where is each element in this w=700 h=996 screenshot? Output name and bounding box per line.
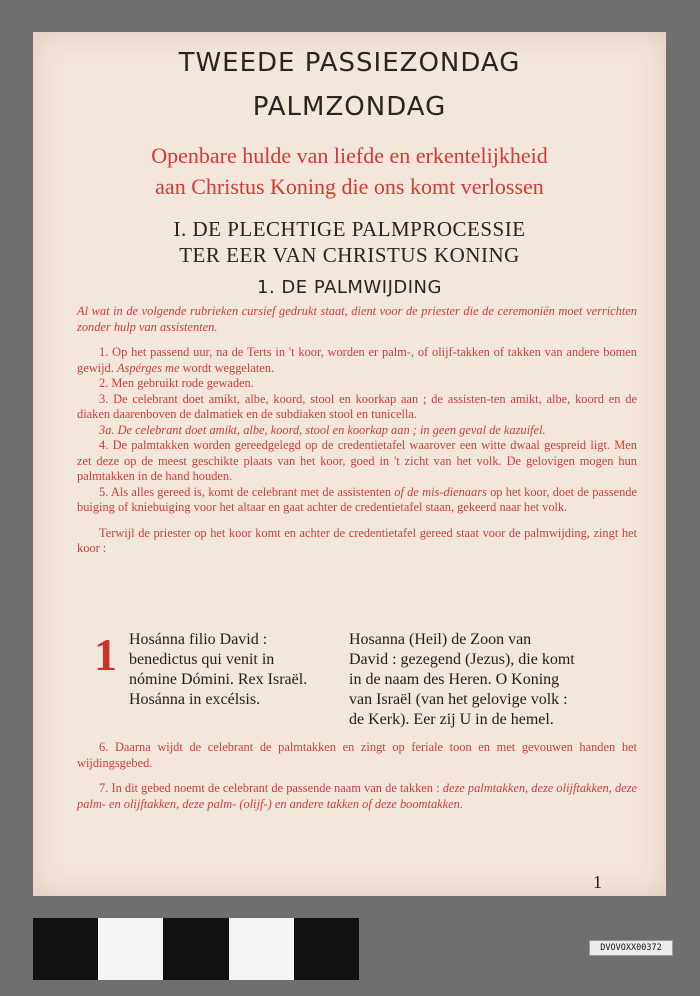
archive-label: DVOVOXX00372	[589, 940, 673, 956]
dutch-line: Hosanna (Heil) de Zoon van	[349, 631, 532, 648]
latin-line: Hosánna in excélsis.	[129, 691, 261, 708]
rubric-5: 5. Als alles gereed is, komt de celebrant met de assistenten of de mis-dienaars op het koor, doet de passende buiging of kniebuiging voor het altaar en gaat achter de credentietafel staan, gekeerd naar het volk.	[77, 484, 637, 514]
rubrics-block-lower	[77, 740, 637, 812]
calibration-white-swatch	[98, 918, 163, 980]
latin-line: benedictus qui venit in	[129, 651, 275, 668]
calibration-black-swatch	[294, 918, 359, 980]
document-page	[33, 32, 666, 896]
subsection-heading: 1. DE PALMWIJDING	[257, 277, 442, 298]
title-line-1: TWEEDE PASSIEZONDAG	[178, 48, 521, 78]
rubric-4: 4. De palmtakken worden gereedgelegd op de credentietafel waarover een witte dwaal gespreid ligt. Men zet deze op de meest geschikte plaats van het koor, goed in 't zicht van het volk. De gelovigen mogen hun palmtakken in de hand houden.	[77, 438, 637, 483]
rubrics-block	[77, 304, 637, 557]
page-number: 1	[593, 872, 602, 892]
choir-note: Terwijl de priester op het koor komt en achter de credentietafel gereed staat voor de palmwijding, zingt het koor :	[77, 525, 637, 555]
subtitle	[33, 140, 666, 202]
title-line-2: PALMZONDAG	[252, 92, 447, 122]
dutch-translation	[349, 630, 649, 730]
section-line-1: I. DE PLECHTIGE PALMPROCESSIE	[173, 217, 526, 241]
dutch-line: David : gezegend (Jezus), die komt	[349, 651, 575, 668]
subtitle-line-2: aan Christus Koning die ons komt verlossen	[155, 174, 544, 199]
calibration-black-swatch	[163, 918, 228, 980]
latin-line: Hosánna filio David :	[129, 631, 268, 648]
rubric-2: 2. Men gebruikt rode gewaden.	[99, 376, 254, 390]
dutch-line: de Kerk). Eer zij U in de hemel.	[349, 711, 554, 728]
section-heading	[33, 216, 666, 268]
color-calibration-bar	[33, 918, 359, 980]
rubric-1: 1. Op het passend uur, na de Terts in 't koor, worden er palm-, of olijf-takken of takken van andere bomen gewijd. Aspérges me wordt weggelaten.	[77, 345, 637, 375]
rubric-6: 6. Daarna wijdt de celebrant de palmtakken en zingt op feriale toon en met gevouwen handen het wijdingsgebed.	[77, 740, 637, 770]
subtitle-line-1: Openbare hulde van liefde en erkentelijkheid	[151, 143, 548, 168]
rubric-3a: 3a. De celebrant doet amikt, albe, koord, stool en koorkap aan ; in geen geval de kazuifel.	[99, 422, 546, 437]
dutch-line: in de naam des Heren. O Koning	[349, 671, 560, 688]
intro-note: Al wat in de volgende rubrieken cursief gedrukt staat, dient voor de priester die de ceremoniën moet verrichten zonder hulp van assistenten.	[77, 304, 637, 334]
latin-line: nómine Dómini. Rex Israël.	[129, 671, 308, 688]
chant-number: 1	[94, 629, 117, 680]
rubric-3: 3. De celebrant doet amikt, albe, koord, stool en koorkap aan ; de assisten-ten amikt, albe, koord en de diaken daarenboven de dalmatiek en de subdiaken stool en tunicella.	[77, 391, 637, 421]
rubric-7: 7. In dit gebed noemt de celebrant de passende naam van de takken : deze palmtakken, deze olijftakken, deze palm- en olijftakken, deze palm- (olijf-) en andere takken of deze boomtakken.	[77, 781, 637, 811]
calibration-white-swatch	[229, 918, 294, 980]
dutch-line: van Israël (van het gelovige volk :	[349, 691, 568, 708]
section-line-2: TER EER VAN CHRISTUS KONING	[179, 243, 520, 267]
calibration-black-swatch	[33, 918, 98, 980]
latin-text	[129, 630, 329, 710]
